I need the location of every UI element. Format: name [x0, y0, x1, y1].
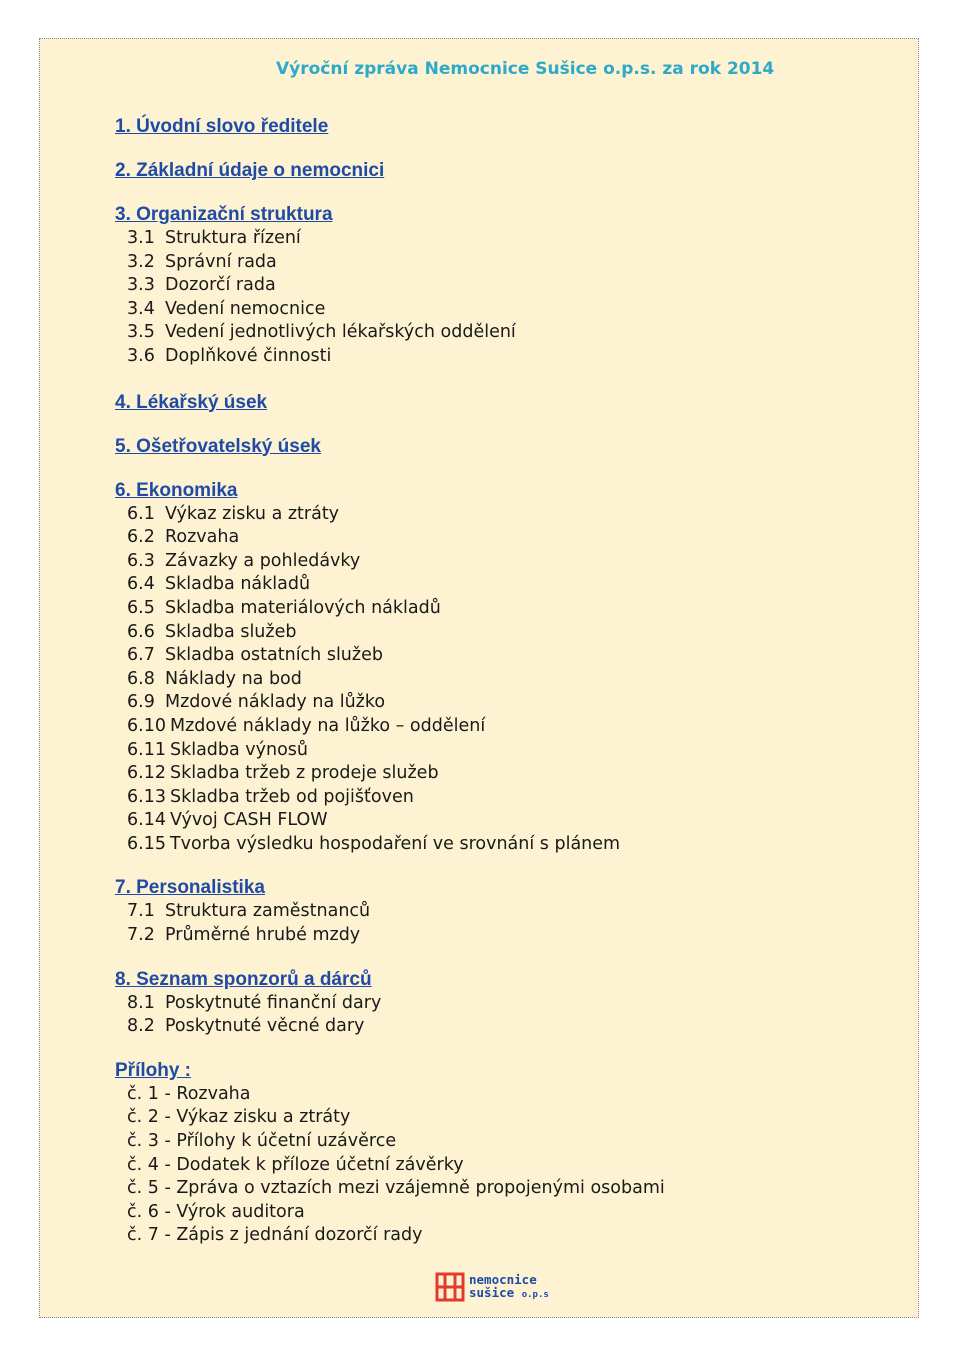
toc-subitem-number: 6.7	[127, 645, 155, 666]
toc-subitem-number: 6.6	[127, 621, 155, 642]
section-spacer	[115, 948, 875, 968]
toc-subitem[interactable]	[115, 597, 875, 621]
toc-section-heading[interactable]: 2. Základní údaje o nemocnici	[115, 160, 385, 181]
toc-subitem-label: Struktura zaměstnanců	[165, 901, 371, 922]
toc-subitem-number: 6.2	[127, 527, 155, 548]
toc-subitem-label: Skladba výnosů	[169, 739, 309, 760]
toc-subitem[interactable]	[115, 1201, 875, 1225]
toc-subitem-label: Mzdové náklady na lůžko – oddělení	[169, 715, 486, 736]
toc-subitem-number: 3.2	[127, 251, 155, 272]
toc-subitem-number: 3.6	[127, 345, 155, 366]
toc-subitem[interactable]	[115, 691, 875, 715]
toc-subitem-number: 3.1	[127, 228, 155, 248]
toc-subitem-label: Závazky a pohledávky	[165, 550, 361, 571]
toc-subitem-label: Poskytnuté finanční dary	[165, 992, 382, 1013]
toc-subitem-number: 6.5	[127, 597, 155, 618]
toc-subitem-label: Dozorčí rada	[165, 275, 276, 296]
section-spacer	[115, 183, 875, 203]
toc-subitem[interactable]	[115, 924, 875, 948]
toc-subitem-number: 6.3	[127, 550, 155, 571]
toc-section-heading[interactable]: 6. Ekonomika	[115, 479, 238, 501]
toc-subitem[interactable]	[115, 833, 875, 857]
toc-subitem[interactable]	[115, 274, 875, 298]
toc-subitem[interactable]	[115, 503, 875, 527]
toc-subitem[interactable]	[115, 715, 875, 739]
toc-subitem-number: 6.13	[127, 786, 166, 807]
logo-line1: nemocnice	[469, 1271, 537, 1287]
logo-suffix: o.p.s	[521, 1289, 549, 1300]
toc-subitem-number: 3.3	[127, 275, 155, 296]
toc-subitem-number: 8.2	[127, 1016, 155, 1037]
toc-subitem-label: č. 6 - Výrok auditora	[127, 1201, 305, 1222]
toc-subitem-number: 8.1	[127, 992, 155, 1013]
section-spacer	[115, 139, 875, 159]
toc-subitem-number: 6.4	[127, 574, 155, 595]
toc-subitem-number: 6.14	[127, 810, 166, 831]
toc-subitem[interactable]	[115, 621, 875, 645]
toc-subitem-number: 6.15	[127, 833, 166, 854]
toc-subitem[interactable]	[115, 1083, 875, 1107]
hospital-cross-logo-icon	[435, 1272, 465, 1302]
toc-subitem[interactable]	[115, 1154, 875, 1178]
toc-subitem[interactable]	[115, 900, 875, 924]
toc-subitem-label: Rozvaha	[165, 527, 240, 548]
toc-subitem-label: Vedení nemocnice	[165, 298, 326, 319]
toc-subitem[interactable]	[115, 321, 875, 345]
toc-subitem-number: 3.4	[127, 298, 155, 319]
toc-subitem-number: 6.1	[127, 503, 155, 524]
toc-subitem-label: Skladba tržeb od pojišťoven	[169, 786, 414, 807]
toc-section-heading[interactable]: 7. Personalistika	[115, 877, 265, 899]
hospital-logo	[435, 1271, 549, 1303]
toc-section-heading[interactable]: 1. Úvodní slovo ředitele	[115, 116, 329, 137]
toc-subitem-label: Tvorba výsledku hospodaření ve srovnání s plánem	[169, 833, 621, 854]
toc-subitem-number: 6.10	[127, 715, 166, 736]
toc-subitem[interactable]	[115, 298, 875, 322]
section-spacer	[115, 459, 875, 479]
toc-subitem-label: Skladba služeb	[165, 621, 297, 642]
toc-subitem-label: č. 3 - Přílohy k účetní uzávěrce	[127, 1131, 397, 1152]
toc-subitem-label: Vedení jednotlivých lékařských oddělení	[165, 322, 516, 343]
toc-section-heading[interactable]: 4. Lékařský úsek	[115, 391, 268, 413]
toc-subitem-label: č. 2 - Výkaz zisku a ztráty	[127, 1107, 351, 1128]
toc-subitem-label: Skladba tržeb z prodeje služeb	[169, 763, 439, 784]
toc-subitem-label: Doplňkové činnosti	[165, 345, 332, 366]
toc-subitem[interactable]	[115, 345, 875, 369]
toc-subitem[interactable]	[115, 251, 875, 275]
toc-subitem[interactable]	[115, 1130, 875, 1154]
section-spacer	[115, 1039, 875, 1059]
toc-subitem[interactable]	[115, 227, 875, 251]
toc-subitem-label: č. 1 - Rozvaha	[127, 1083, 251, 1104]
toc-subitem-label: č. 4 - Dodatek k příloze účetní závěrky	[127, 1154, 464, 1175]
toc-subitem-label: Skladba ostatních služeb	[165, 645, 383, 666]
toc-subitem-number: 6.12	[127, 763, 166, 784]
toc-section-heading[interactable]: 8. Seznam sponzorů a dárců	[115, 968, 372, 990]
toc-subitem-label: Výkaz zisku a ztráty	[165, 503, 340, 524]
toc-subitem-label: č. 5 - Zpráva o vztazích mezi vzájemně propojenými osobami	[127, 1178, 665, 1199]
toc-subitem-number: 7.2	[127, 925, 155, 946]
toc-subitem-label: Mzdové náklady na lůžko	[165, 692, 386, 713]
toc-subitem[interactable]	[115, 786, 875, 810]
toc-subitem-label: č. 7 - Zápis z jednání dozorčí rady	[127, 1225, 423, 1246]
table-of-contents	[115, 115, 875, 1248]
toc-subitem-label: Poskytnuté věcné dary	[165, 1016, 365, 1037]
toc-subitem-number: 3.5	[127, 322, 155, 343]
toc-subitem-label: Skladba nákladů	[165, 574, 311, 595]
toc-subitem-label: Vývoj CASH FLOW	[169, 810, 328, 831]
section-spacer	[115, 856, 875, 876]
toc-section-heading[interactable]: Přílohy :	[115, 1059, 192, 1081]
toc-subitem[interactable]	[115, 1177, 875, 1201]
toc-subitem[interactable]	[115, 526, 875, 550]
toc-subitem[interactable]	[115, 550, 875, 574]
toc-subitem[interactable]	[115, 1224, 875, 1248]
toc-subitem-label: Struktura řízení	[165, 228, 301, 248]
toc-subitem[interactable]	[115, 739, 875, 763]
toc-subitem[interactable]	[115, 573, 875, 597]
report-header-title: Výroční zpráva Nemocnice Sušice o.p.s. za rok 2014	[276, 59, 775, 79]
toc-subitem-number: 6.11	[127, 739, 166, 760]
toc-section-heading[interactable]: 3. Organizační struktura	[115, 204, 333, 225]
toc-section-heading[interactable]: 5. Ošetřovatelský úsek	[115, 435, 321, 457]
toc-subitem-number: 7.1	[127, 901, 155, 922]
toc-subitem-label: Správní rada	[165, 251, 277, 272]
section-spacer	[115, 415, 875, 435]
toc-subitem[interactable]	[115, 1106, 875, 1130]
toc-subitem[interactable]	[115, 644, 875, 668]
toc-subitem-number: 6.9	[127, 692, 155, 713]
toc-subitem[interactable]	[115, 762, 875, 786]
toc-subitem[interactable]	[115, 1015, 875, 1039]
toc-subitem-label: Průměrné hrubé mzdy	[165, 925, 361, 946]
toc-subitem-label: Skladba materiálových nákladů	[165, 597, 441, 618]
toc-subitem-number: 6.8	[127, 668, 155, 689]
toc-subitem-label: Náklady na bod	[165, 668, 302, 689]
logo-line2: sušice	[469, 1284, 515, 1300]
document-page	[39, 38, 919, 1318]
toc-subitem[interactable]	[115, 992, 875, 1016]
toc-subitem[interactable]	[115, 809, 875, 833]
toc-subitem[interactable]	[115, 668, 875, 692]
section-spacer	[115, 369, 875, 391]
